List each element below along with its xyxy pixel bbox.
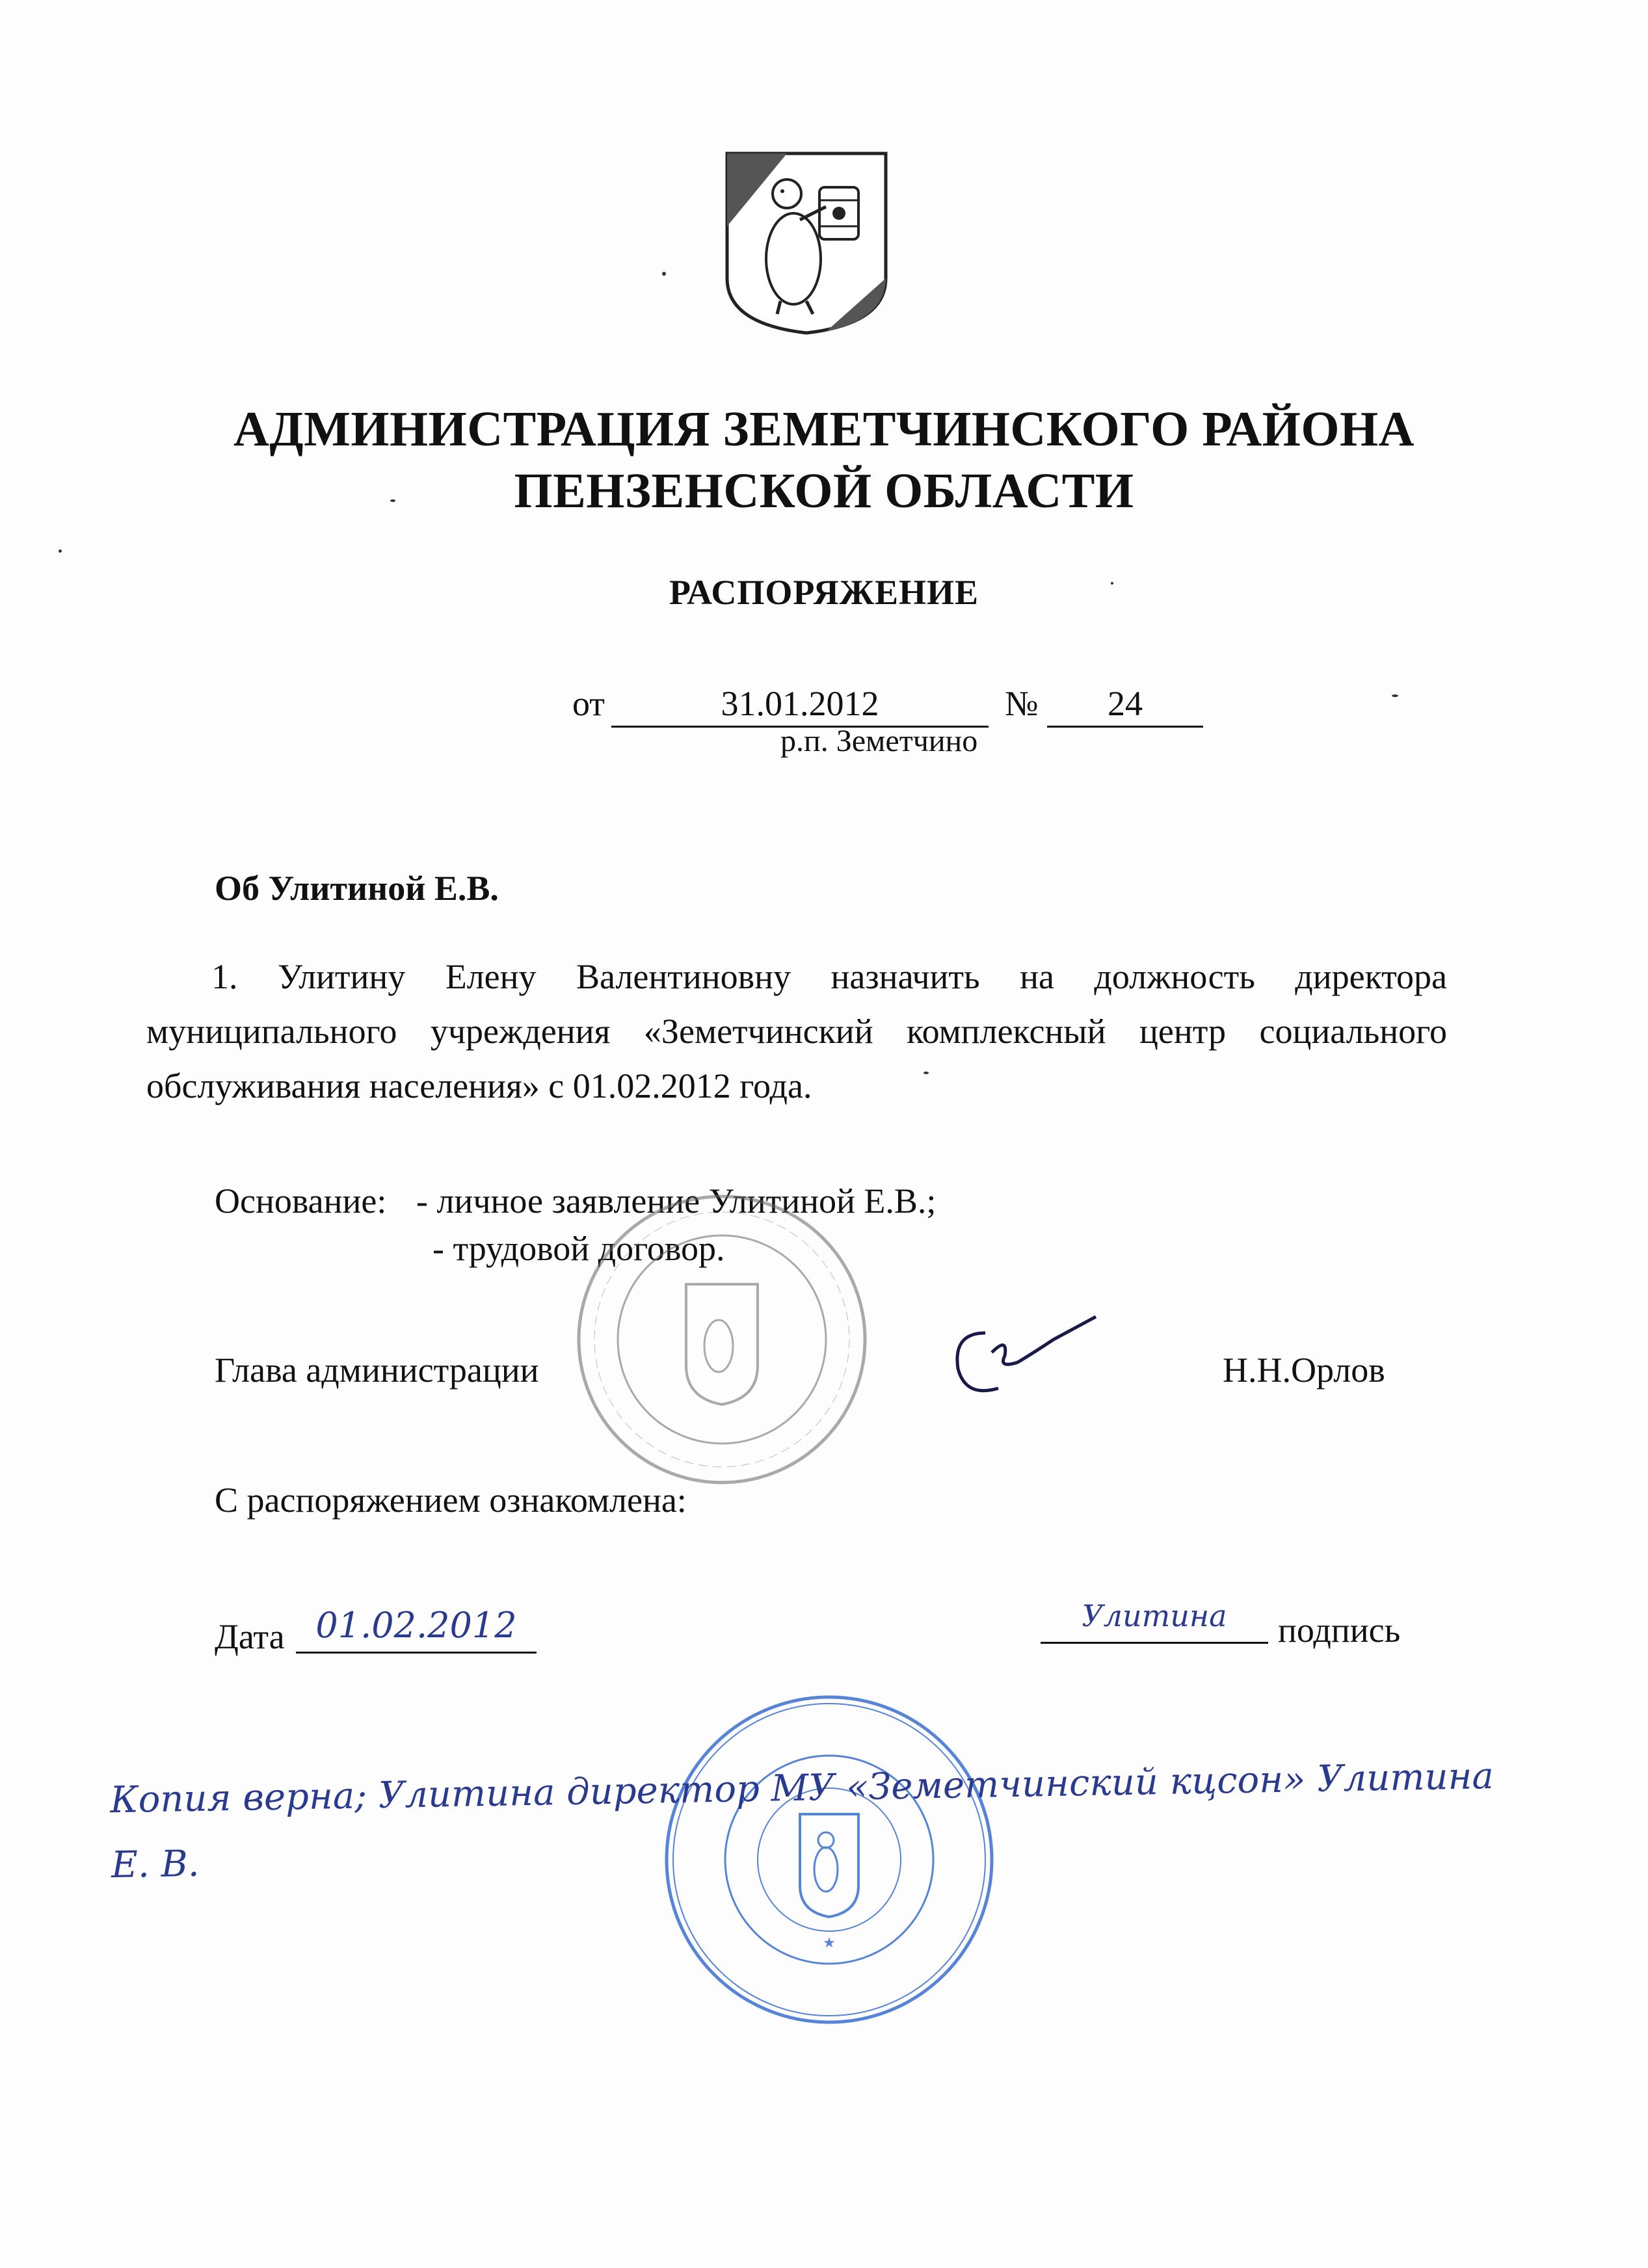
document-date: 31.01.2012	[611, 676, 989, 728]
basis-label: Основание:	[215, 1181, 387, 1220]
administration-seal	[572, 1190, 871, 1489]
date-prefix: от	[572, 684, 605, 723]
certification-handwritten: Копия верна; Улитина директор МУ «Земетчинский кцсон» Улитина Е. В.	[109, 1755, 1495, 1887]
subject-line: Об Улитиной Е.В.	[215, 869, 499, 908]
basis-item-1: - личное заявление Улитиной Е.В.;	[416, 1181, 937, 1220]
scan-speck	[59, 549, 62, 553]
signature-label: подпись	[1278, 1611, 1401, 1650]
scan-speck	[1392, 694, 1398, 697]
document-number: 24	[1047, 676, 1203, 728]
scan-speck	[1111, 582, 1113, 585]
acknowledgement-text: С распоряжением ознакомлена:	[215, 1481, 687, 1520]
acknowledgement-date-label: Дата	[215, 1617, 285, 1656]
document-type: РАСПОРЯЖЕНИЕ	[669, 573, 979, 612]
head-signature	[946, 1307, 1102, 1404]
scan-speck	[924, 1072, 929, 1074]
basis-item-2: - трудовой договор.	[432, 1229, 725, 1268]
scan-speck	[662, 272, 666, 276]
coat-of-arms-bear-icon	[722, 148, 891, 337]
organization-name-line1: АДМИНИСТРАЦИЯ ЗЕМЕТЧИНСКОГО РАЙОНА	[233, 402, 1415, 456]
scan-speck	[390, 499, 395, 502]
number-prefix: №	[1005, 684, 1039, 723]
signatory-name: Н.Н.Орлов	[1223, 1351, 1385, 1390]
acknowledgement-date-handwritten: 01.02.2012	[296, 1600, 537, 1654]
acknowledgement-signature-handwritten: Улитина	[1041, 1590, 1268, 1644]
svg-text:★: ★	[823, 1934, 836, 1951]
order-paragraph-1: 1. Улитину Елену Валентиновну назначить на должность директора муниципального учреждения «Земетчинский комплексный центр социального обслуживания населения» с 01.02.2012 года.	[146, 957, 1447, 1105]
organization-name-line2: ПЕНЗЕНСКОЙ ОБЛАСТИ	[514, 464, 1134, 518]
place-of-issue: р.п. Земетчино	[780, 724, 978, 758]
signatory-position: Глава администрации	[215, 1351, 539, 1390]
